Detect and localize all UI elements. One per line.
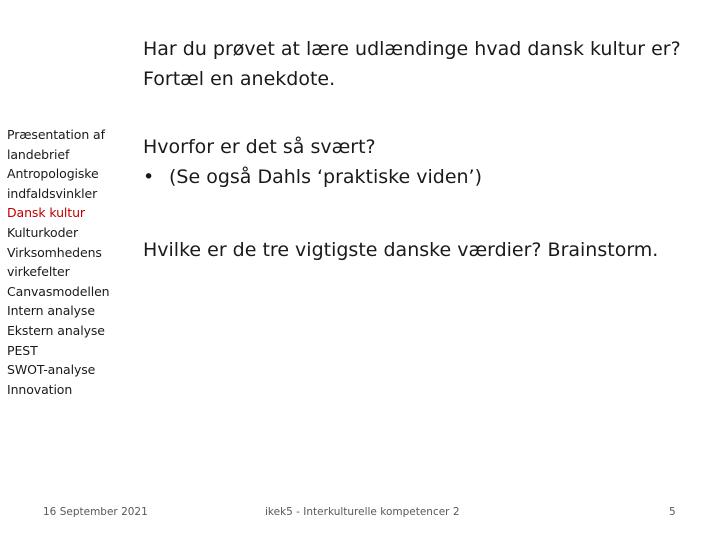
nav-item-innovation[interactable]: Innovation [7,381,73,397]
question-danish-values [143,235,703,265]
question-line: Hvorfor er det så svært? [143,136,376,158]
nav-item-praesentation-af[interactable]: Præsentation af [7,127,105,142]
question-line: Fortæl en anekdote. [143,68,336,90]
question-prior-experience [143,34,703,94]
question-why-difficult [143,132,703,192]
nav-item-kulturkoder[interactable]: Kulturkoder [7,224,79,240]
nav-item-indfaldsvinkler[interactable]: indfaldsvinkler [7,185,98,201]
nav-item-antropologiske[interactable]: Antropologiske [7,166,99,182]
nav-item-canvasmodellen[interactable]: Canvasmodellen [7,283,110,299]
nav-item-pest[interactable]: PEST [7,342,38,358]
nav-item-ekstern-analyse[interactable]: Ekstern analyse [7,322,105,338]
question-line: Har du prøvet at lære udlændinge hvad dansk kultur er? [143,38,681,60]
bullet-text: (Se også Dahls ‘praktiske viden’) [169,166,483,188]
bullet-icon: • [143,166,155,188]
nav-item-virkefelter[interactable]: virkefelter [7,264,70,280]
nav-item-swot-analyse[interactable]: SWOT-analyse [7,362,96,378]
footer-title: ikek5 - Interkulturelle kompetencer 2 [265,506,460,518]
question-line: Hvilke er de tre vigtigste danske værdier? Brainstorm. [143,239,659,261]
bullet-item [143,162,703,192]
slide-number: 5 [669,506,676,518]
nav-item-landebrief[interactable]: landebrief [7,146,70,162]
footer-date: 16 September 2021 [43,506,148,518]
nav-item-dansk-kultur[interactable]: Dansk kultur [7,205,85,221]
section-navigation [7,125,117,399]
nav-item-virksomhedens[interactable]: Virksomhedens [7,244,102,260]
nav-item-intern-analyse[interactable]: Intern analyse [7,303,95,319]
